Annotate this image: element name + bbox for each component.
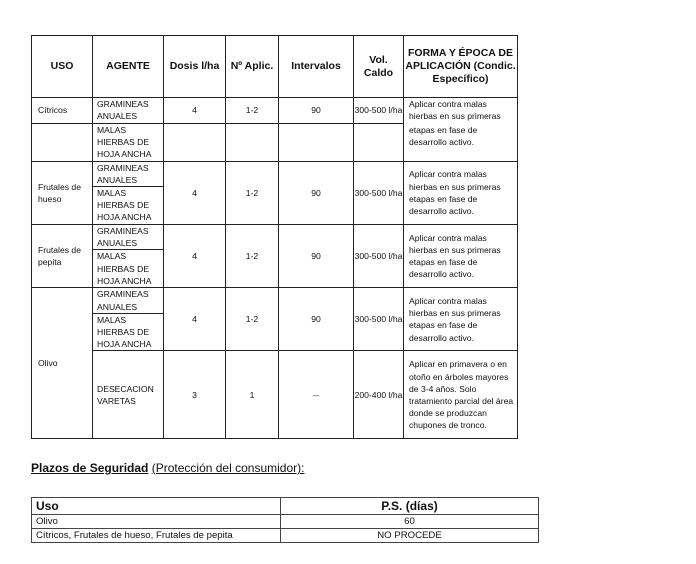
vol-cell: 300-500 l/ha <box>354 161 404 224</box>
intervalos-cell: 90 <box>279 225 354 288</box>
forma-cell: Aplicar en primavera o en otoño en árboles mayores de 3-4 años. Solo tratamiento parcial del área donde se produzcan chupones de tronco. <box>404 351 518 439</box>
aplic-cell: 1-2 <box>226 225 279 288</box>
safety-heading <box>31 461 304 475</box>
forma-cell: etapas en fase de desarrollo activo. <box>404 124 518 162</box>
safety-table <box>31 497 539 543</box>
header-intervalos: Intervalos <box>279 36 354 98</box>
agente-cell: MALAS HIERBAS DE HOJA ANCHA <box>93 124 164 162</box>
safety-header-row <box>32 498 539 515</box>
dosis-cell: 4 <box>164 161 226 224</box>
forma-cell: Aplicar contra malas hierbas en sus primeras etapas en fase de desarrollo activo. <box>404 288 518 351</box>
vol-cell: 300-500 l/ha <box>354 225 404 288</box>
vol-cell: 300-500 l/ha <box>354 288 404 351</box>
agente-cell: MALAS HIERBAS DE HOJA ANCHA <box>93 313 164 351</box>
table-row <box>32 288 518 313</box>
table-header-row <box>32 36 518 98</box>
uso-cell: Frutales de pepita <box>32 225 93 288</box>
table-row <box>32 529 539 543</box>
forma-cell: Aplicar contra malas hierbas en sus primeras etapas en fase de desarrollo activo. <box>404 161 518 224</box>
safety-uso-cell: Cítricos, Frutales de hueso, Frutales de pepita <box>32 529 281 543</box>
agente-cell: GRAMINEAS ANUALES <box>93 98 164 124</box>
agente-cell: GRAMINEAS ANUALES <box>93 225 164 250</box>
dosis-cell: 4 <box>164 98 226 124</box>
aplic-cell: 1-2 <box>226 98 279 124</box>
dosis-cell: 4 <box>164 288 226 351</box>
dosis-cell: 4 <box>164 225 226 288</box>
vol-cell: 200-400 l/ha <box>354 351 404 439</box>
header-dosis: Dosis l/ha <box>164 36 226 98</box>
safety-header-uso: Uso <box>32 498 281 515</box>
forma-cell: Aplicar contra malas hierbas en sus primeras <box>404 98 518 124</box>
uso-cell: Olivo <box>32 288 93 439</box>
aplic-cell: 1-2 <box>226 161 279 224</box>
safety-title: Plazos de Seguridad <box>31 461 149 475</box>
header-agente: AGENTE <box>93 36 164 98</box>
aplic-cell: 1 <box>226 351 279 439</box>
dosis-cell: 3 <box>164 351 226 439</box>
uso-cell: Cítricos <box>32 98 93 124</box>
vol-cell: 300-500 l/ha <box>354 98 404 124</box>
safety-uso-cell: Olivo <box>32 515 281 529</box>
table-row <box>32 225 518 250</box>
header-forma-epoca: FORMA Y ÉPOCA DE APLICACIÓN (Condic. Específico) <box>404 36 518 98</box>
intervalos-cell: 90 <box>279 288 354 351</box>
table-row <box>32 515 539 529</box>
agente-cell: GRAMINEAS ANUALES <box>93 288 164 313</box>
uso-cell: Frutales de hueso <box>32 161 93 224</box>
agente-cell: GRAMINEAS ANUALES <box>93 161 164 186</box>
table-row <box>32 161 518 186</box>
table-row <box>32 98 518 124</box>
header-vol-caldo: Vol. Caldo <box>354 36 404 98</box>
header-aplic: Nº Aplic. <box>226 36 279 98</box>
agente-cell: DESECACION VARETAS <box>93 351 164 439</box>
safety-subtitle: (Protección del consumidor): <box>151 461 305 475</box>
application-table <box>31 35 518 439</box>
safety-header-ps: P.S. (días) <box>281 498 539 515</box>
intervalos-cell: -- <box>279 351 354 439</box>
header-uso: USO <box>32 36 93 98</box>
forma-cell: Aplicar contra malas hierbas en sus primeras etapas en fase de desarrollo activo. <box>404 225 518 288</box>
safety-ps-cell: NO PROCEDE <box>281 529 539 543</box>
table-row <box>32 124 518 162</box>
safety-ps-cell: 60 <box>281 515 539 529</box>
intervalos-cell: 90 <box>279 161 354 224</box>
aplic-cell: 1-2 <box>226 288 279 351</box>
agente-cell: MALAS HIERBAS DE HOJA ANCHA <box>93 187 164 225</box>
intervalos-cell: 90 <box>279 98 354 124</box>
table-row <box>32 351 518 439</box>
agente-cell: MALAS HIERBAS DE HOJA ANCHA <box>93 250 164 288</box>
